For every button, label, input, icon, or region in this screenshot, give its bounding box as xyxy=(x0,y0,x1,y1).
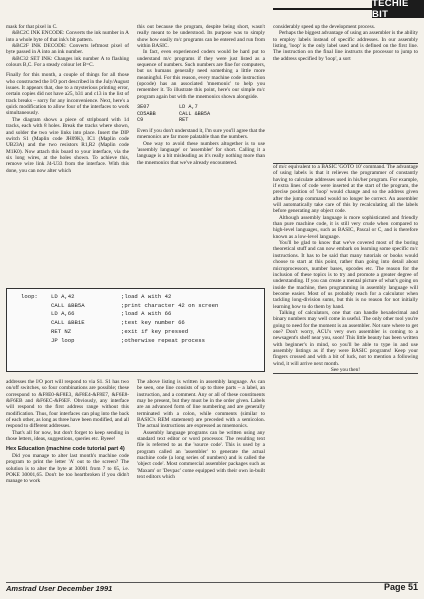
listing-label xyxy=(7,302,51,311)
paragraph: &BC2C INK ENCODE: Converts the ink number in A into a whole byte of that ink's bit pattern. xyxy=(6,30,129,43)
paragraph: You'll be glad to know that we've covered most of the boring theoretical stuff and can now embark on learning some specific m/c instructions. It has to be said that many tutorials or books would choose to start at this point, rather than going into detail about microprocessors, number bases, opcodes etc. The reason for the inclusion of these topics is to try and promote a greater degree of understanding. If you can create a mental picture of what's going on inside the machine, then programming in assembly language will become easier. Most of us probably reach for a calculator when tackling long-division sums, but this is no reason for not initially learning how to do them by hand. xyxy=(273,240,418,310)
paragraph: Even if you don't understand it, I'm sure you'll agree that the mnemonics are far more palatable than the numbers. xyxy=(137,127,265,141)
listing-label xyxy=(7,337,51,346)
paragraph: &BC2F INK DECODE: Converts leftmost pixel of byte passed in A into an ink number. xyxy=(6,43,129,56)
column-1-top xyxy=(6,24,129,174)
hex-bytes: C9 xyxy=(137,117,144,124)
column-1-bottom xyxy=(6,379,129,485)
listing-comment: ;print character 42 on screen xyxy=(121,301,219,309)
hex-listing xyxy=(137,104,265,124)
listing-label xyxy=(7,319,51,328)
header-rule xyxy=(273,8,372,10)
paragraph: The above listing is written in assembly language. As can be seen, one line consists of up to three parts – a label, an instruction, and a comment. Any or all of these constituents may be present, but they must be in the order given. Labels are an advanced form of line numbering and are generally terminated with a colon, while comments (similar to BASIC's REM statement) are preceded with a semicolon. The actual instructions are expressed as mnemonics. xyxy=(137,379,265,430)
hex-bytes: 3E07 xyxy=(137,104,150,111)
listing-row xyxy=(7,310,264,319)
listing-comment: ;exit if key pressed xyxy=(121,327,189,335)
listing-label xyxy=(7,328,51,337)
paragraph: One way to avoid these numbers altogether is to use 'assembly language' or 'assembler' for short. Calling it a language is a bit misleading as it's really nothing more than the mnemonics that we've already encountered. xyxy=(137,140,265,166)
listing-instruction: JP loop xyxy=(51,336,75,344)
listing-row xyxy=(7,337,264,346)
paragraph: Perhaps the biggest advantage of using an assembler is the ability to employ labels instead of specific addresses. In our assembly listing, 'loop' is the only label used and is defined on the first line. The instruction on the final line instructs the processor to jump to the address specified by 'loop', a sort xyxy=(273,30,418,62)
listing-label xyxy=(7,310,51,319)
paragraph: addresses the I/O port will respond to via S1. S1 has two on/off switches, so four combinations are possible; these correspond to &F8E0-&F8E3, &F8E4-&F8E7, &F6E8-&F6EB and &F6EC-&F6EF. Obviously, any interface will respond to the first address range without this modification. Thus, four interfaces can plug into the back of each other, as long as three have been modified, and all respond to different addresses. xyxy=(6,379,129,430)
paragraph: Talking of calculators, one that can handle hexadecimal and binary numbers may well come in useful. The only other tool you're going to need for the moment is an assembler. Not sure where to get one? Don't worry, ACU's very own assembler is coming to a newsagent's shelf near you, soon! This little beauty has been written with beginner's in mind, so you'll be able to type in and use assembly listings as if they were BASIC programs! Keep your fingers crossed and with a bit of luck, not to mention a following wind, it will arrive next month. xyxy=(273,309,418,367)
code-row xyxy=(137,104,265,111)
paragraph: Did you manage to alter last month's machine code program to print the letter 'A' out to the screen? The solution is to alter the byte at 30001 from 7 to 65, i.e. POKE 30001,65. Don't be too heartbroken if you didn't manage to work xyxy=(6,452,129,485)
listing-instruction: LD A,66 xyxy=(51,310,75,318)
assembly-listing-box xyxy=(6,288,265,372)
mnemonic: RET xyxy=(179,117,189,124)
column-2-top xyxy=(137,24,265,166)
paragraph: considerably speed up the development process. xyxy=(273,24,376,30)
column-3 xyxy=(273,24,418,62)
listing-instruction: RET NZ xyxy=(51,327,72,335)
listing-comment: ;load A with 66 xyxy=(121,310,172,318)
code-row xyxy=(137,117,265,124)
mnemonic: LD A,7 xyxy=(179,104,198,111)
paragraph: Finally for this month, a couple of things for all those who constructed the I/O port described in the July/August issues. It appears that, due to a mysterious printing error, certain copies did not have a25, b31 and c13 in the list of track breaks – sorry for any inconvenience. Next, here's a quick modification to allow four of the interfaces to work simultaneously. xyxy=(6,72,129,117)
footer-rule xyxy=(6,582,418,583)
listing-comment: ;otherwise repeat process xyxy=(121,336,205,344)
paragraph: this out because the program, despite being short, wasn't really meant to be understood. Its purpose was to simply show how easily m/c programs can be entered and run from within BASIC. xyxy=(137,24,265,50)
listing-instruction: CALL &BB5A xyxy=(51,301,85,309)
listing-comment: ;test key number 66 xyxy=(121,319,185,327)
column-3-continued xyxy=(273,163,418,374)
paragraph: In fact, even experienced coders would be hard put to understand m/c programs if they were just listed as a sequence of numbers. Such numbers are fine for computers, but us humans generally need something a little more meaningful. For this reason, every machine code instruction (opcode) has an associated 'mnemonic' to help you remember it. To illustrate this point, here's our simple m/c program again but with the mnemonics shown alongside. xyxy=(137,49,265,100)
paragraph: Assembly language programs can be written using any standard text editor or word processor. The resulting text file is referred to as the 'source code'. This is used by a program called an 'assembler' to generate the actual machine code (a long series of numbers) and is called the 'object code'. Most commercial assembler packages such as 'Maxam' or 'Devpac' come equipped with their own in-built text editors which xyxy=(137,429,265,481)
section-tag: TECHIE BIT xyxy=(372,0,424,18)
column-2-bottom xyxy=(137,379,265,481)
paragraph: mask for that pixel in C. xyxy=(6,24,58,30)
hex-bytes: CD5ABB xyxy=(137,110,156,117)
paragraph: Although assembly language is more sophisticated and friendly than pure machine code, it is still very crude when compared to high-level languages, such as BASIC, Pascal or C, and is therefore known as a low-level language. xyxy=(273,214,418,240)
listing-instruction: LD A,42 xyxy=(51,293,75,300)
signoff: See you then! xyxy=(330,367,361,373)
paragraph: That's all for now, but don't forget to keep sending in those letters, ideas, suggestions, queries etc. Byeee! xyxy=(6,429,129,443)
section-heading: Hex Education (machine code tutorial part 4) xyxy=(6,446,125,453)
listing-instruction: CALL &BB1E xyxy=(51,319,85,327)
listing-row xyxy=(7,328,264,337)
paragraph: of m/c equivalent to a BASIC 'GOTO 10' command. The advantage of using labels is that it relieves the programmer of constantly having to calculate addresses used in his/her program. For example, if extra lines of code were inserted at the start of the program, the precise position of 'loop' would change and so the address given after the jump command would no longer be correct. An assembler will automatically take care of this by recalculating all the labels before generating any object code. xyxy=(273,164,418,215)
listing-row xyxy=(7,293,264,302)
listing-comment: ;load A with 42 xyxy=(121,293,172,300)
paragraph: The diagram shows a piece of stripboard with 14 tracks, each with 8 holes. Break the tracks where shown, and solder the two wire links into place. Insert the DIP switch S1 (Maplin code JH09K), IC1 (Maplin code UB23A) and the two resistors R1,R2 (Maplin code M1K0). Now attach this board to your interface, via the six long wires, at the holes shown. To achieve this, remove wire link J4-U33 from the interface. With this done, you can now alter which xyxy=(6,116,129,174)
listing-row xyxy=(7,319,264,328)
magazine-credit: Amstrad User December 1991 xyxy=(6,584,113,593)
listing-row xyxy=(7,302,264,311)
page-number: Page 51 xyxy=(383,582,418,592)
code-row xyxy=(137,111,265,118)
paragraph: &BC32 SET INK: Changes ink number A to flashing colours B,C. For a steady colour let B=C. xyxy=(6,55,129,69)
listing-label: loop: xyxy=(21,293,38,300)
mnemonic: CALL &BB5A xyxy=(179,110,211,117)
